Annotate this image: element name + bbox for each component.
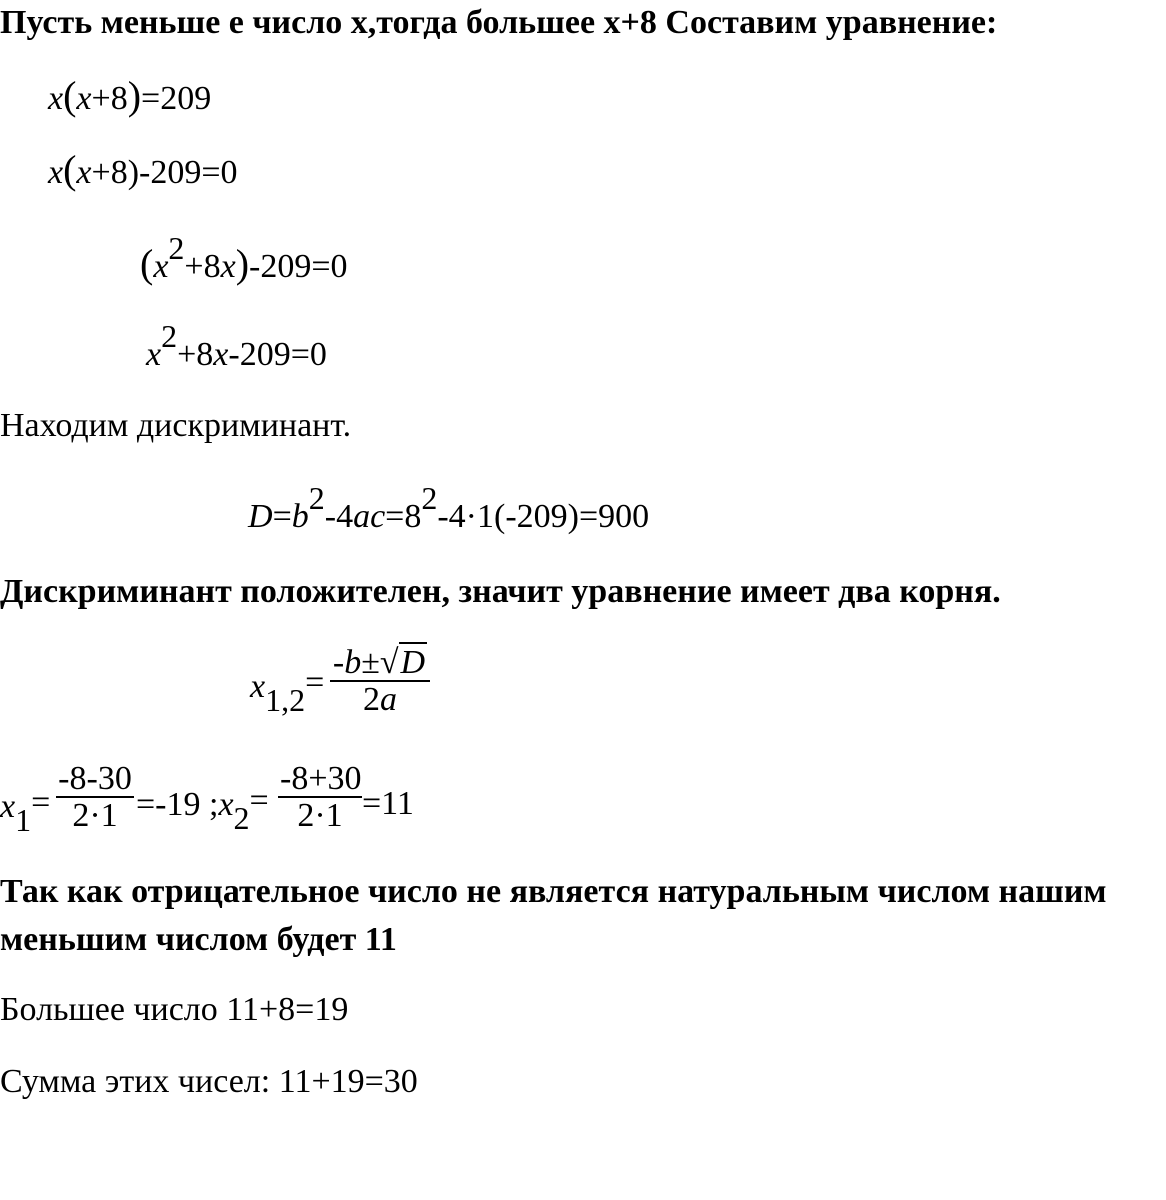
x1-lhs: x1= — [0, 784, 51, 838]
x1-value: =-19 ;x2= — [136, 782, 269, 836]
equation-3: (x2+8x)-209=0 — [140, 230, 348, 286]
equation-1: x(x+8)=209 — [48, 73, 212, 118]
roots-formula-fraction: -b±√D 2a — [330, 646, 430, 718]
conclusion-line-1: Так как отрицательное число не является натуральным числом нашим — [0, 873, 1107, 910]
discriminant-positive-text: Дискриминант положителен, значит уравнение имеет два корня. — [0, 573, 1001, 610]
x2-value: =11 — [362, 785, 414, 822]
discriminant-formula: D=b2-4ac=82-4·1(-209)=900 — [248, 480, 650, 535]
equation-2: x(x+8)-209=0 — [48, 147, 238, 192]
x2-fraction: -8+30 2·1 — [280, 760, 362, 834]
x1-fraction: -8-30 2·1 — [56, 762, 134, 834]
intro-text: Пусть меньше е число х,тогда большее х+8 Составим уравнение: — [0, 4, 998, 41]
find-discriminant-text: Находим дискриминант. — [0, 407, 352, 444]
conclusion-line-2: меньшим числом будет 11 — [0, 921, 397, 958]
roots-formula-lhs: x1,2= — [250, 664, 325, 718]
sum-text: Сумма этих чисел: 11+19=30 — [0, 1063, 418, 1100]
bigger-number-text: Большее число 11+8=19 — [0, 991, 349, 1028]
equation-4: x2+8x-209=0 — [146, 318, 327, 373]
